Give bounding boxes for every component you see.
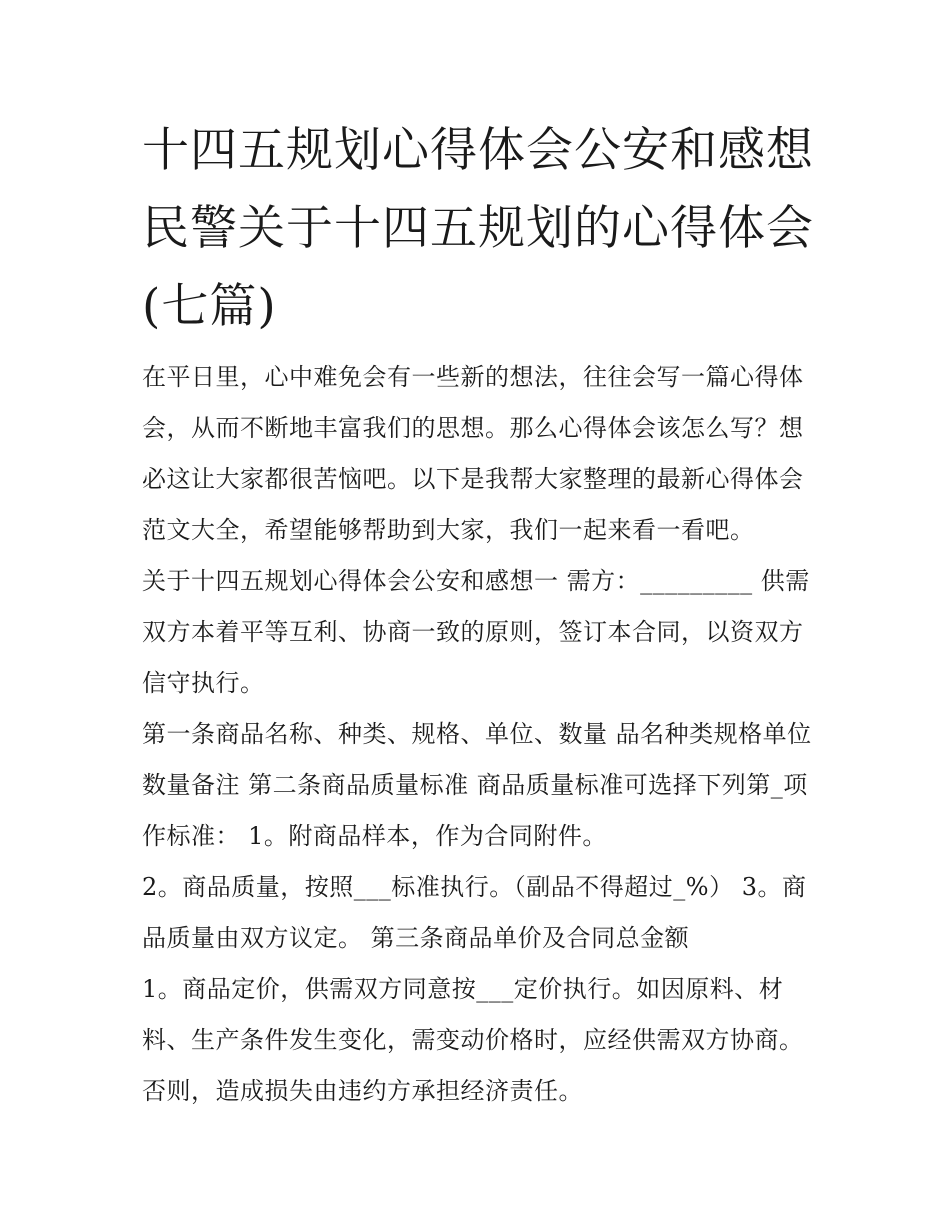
paragraph-intro: 在平日里，心中难免会有一些新的想法，往往会写一篇心得体会，从而不断地丰富我们的思想。那么心得体会该怎么写？想必这让大家都很苦恼吧。以下是我帮大家整理的最新心得体会范文大全，希望能够帮助到大家，我们一起来看一看吧。 [142,363,804,544]
paragraph-quality: 2。商品质量，按照___标准执行。（副品不得超过_%） 3。商品质量由双方议定。 第三条商品单价及合同总金额 [142,873,807,952]
paragraph-contract-parties: 关于十四五规划心得体会公安和感想一 需方：_________ 供需双方本着平等互利、协商一致的原则，签订本合同，以资双方信守执行。 [142,567,810,697]
paragraph-article-one: 第一条商品名称、种类、规格、单位、数量 品名种类规格单位数量备注 第二条商品质量标准 商品质量标准可选择下列第_项作标准： 1。附商品样本，作为合同附件。 [142,720,812,850]
paragraph-pricing: 1。商品定价，供需双方同意按___定价执行。如因原料、材料、生产条件发生变化，需变动价格时，应经供需双方协商。否则，造成损失由违约方承担经济责任。 [142,975,804,1105]
document-page [142,112,822,1117]
document-title: 十四五规划心得体会公安和感想 民警关于十四五规划的心得体会(七篇) [142,123,814,334]
